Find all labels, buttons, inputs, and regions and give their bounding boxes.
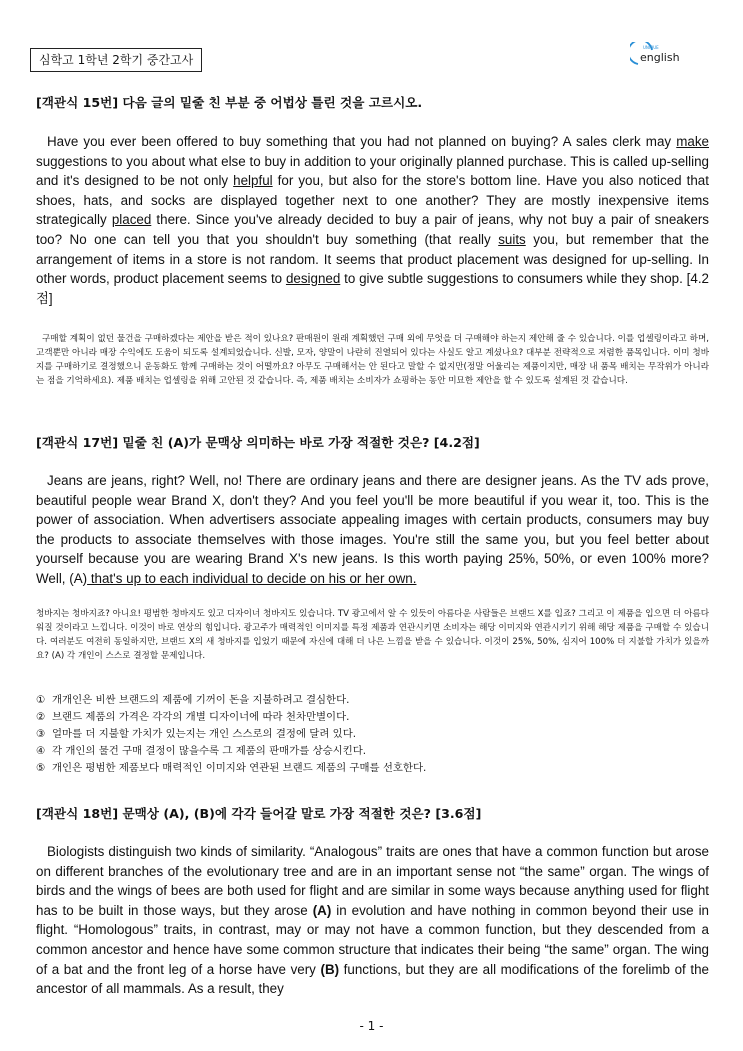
underline-helpful: helpful: [233, 173, 273, 189]
underline-suits: suits: [498, 231, 526, 247]
question-18-passage: Biologists distinguish two kinds of similarity. “Analogous” traits are ones that have a common function but arose on different branches of the evolutionary tree and are in an important sense not “the same” organ. The wings of birds and the wings of bees are both used for flight and are similar in some ways because anything used for flight has to be built in those ways, but they arose (A) in evolution and have nothing in common beyond their use in flight. “Homologous” traits, in contrast, may or may not have a common function, but they descended from a common ancestor and hence have some common structure that indicates their being “the same” organ. The wing of a bat and the front leg of a horse have very (B) functions, but they are all modifications of the forelimb of the ancestor of all mammals. As a result, they: [36, 844, 710, 997]
question-17-choices: [36, 692, 709, 777]
choice-2[interactable]: ② 브랜드 제품의 가격은 각각의 개별 디자이너에 따라 천차만별이다.: [36, 711, 350, 724]
underline-make: make: [676, 134, 709, 149]
question-15-title: [객관식 15번] 다음 글의 밑줄 친 부분 중 어법상 틀린 것을 고르시오.: [36, 95, 423, 110]
logo: [630, 42, 700, 72]
logo-small-text: UNIQUE: [643, 45, 659, 50]
question-17-translation: 청바지는 청바지죠? 아니요! 평범한 청바지도 있고 디자이너 청바지도 있습니다. TV 광고에서 알 수 있듯이 아름다운 사람들은 브랜드 X를 입죠? 그리고 이 제품을 입으면 더 아름다워질 것이라고 느낍니다. 이것이 바로 연상의 힘입니다. 광고주가 매력적인 이미지를 특정 제품과 연관시키면 소비자는 해당 이미지와 연관시키기 위해 해당 제품을 구매할 수 있습니다. 여러분도 여전히 동일하지만, 브랜드 X의 새 청바지를 입었기 때문에 자신에 대해 더 나은 느낌을 받을 수 있습니다. 이것이 25%, 50%, 심지어 100% 더 지불할 가치가 있을까요? (A) 각 개인이 스스로 결정할 문제입니다.: [36, 609, 709, 661]
page-number: - 1 -: [359, 1019, 384, 1033]
underline-placed: placed: [111, 212, 152, 228]
exam-label: 심학고 1학년 2학기 중간고사: [30, 48, 202, 72]
underline-a: that's up to each individual to decide on his or her own.: [87, 570, 417, 586]
question-15-translation: 구매할 계획이 없던 물건을 구매하겠다는 제안을 받은 적이 있나요? 판매원이 원래 계획했던 구매 외에 무엇을 더 구매해야 하는지 제안해 줄 수 있습니다. 이를 업셀링이라고 하며, 고객뿐만 아니라 매장 수익에도 도움이 되도록 설계되었습니다. 신발, 모자, 양말이 나란히 진열되어 있다는 사실도 알고 계셨나요? 대부분 전략적으로 저렴한 품목입니다. 이미 청바지를 구매하기로 결정했으니 운동화도 함께 구매하는 것이 어떨까요? 아무도 구매해서는 안 된다고 말할 수 없지만(정말 어울리는 제품이지만, 매장 내 품목 배치는 무작위가 아니라는 점을 기억하세요). 제품 배치는 업셀링을 위해 고안된 것 같습니다. 즉, 제품 배치는 소비자가 쇼핑하는 동안 미묘한 제안을 할 수 있도록 설계된 것 같습니다.: [36, 334, 709, 386]
choice-3[interactable]: ③ 얼마를 더 지불할 가치가 있는지는 개인 스스로의 결정에 달려 있다.: [36, 728, 357, 741]
question-15-passage: Have you ever been offered to buy something that you had not planned on buying? A sales clerk may make suggestions to you about what else to buy in addition to your originally planned purchase. This is called up-selling and it's designed to be not only helpful for you, but also for the store's bottom line. Have you also noticed that shoes, hats, and socks are displayed together next to one another? They are mostly inexpensive items strategically placed there. Since you've already decided to buy a pair of jeans, why not buy a pair of sneakers too? No one can tell you that you shouldn't buy something (that really suits you, but remember that the arrangement of items in a store is not random. It seems that product placement was designed for up-selling. In other words, product placement seems to designed to give subtle suggestions to consumers while they shop. [4.2점]: [36, 134, 710, 306]
choice-5[interactable]: ⑤ 개인은 평범한 제품보다 매력적인 이미지와 연관된 브랜드 제품의 구매를 선호한다.: [36, 762, 427, 775]
question-18-title: [객관식 18번] 문맥상 (A), (B)에 각각 들어갈 말로 가장 적절한 것은? [3.6점]: [36, 806, 482, 821]
blank-a: (A): [312, 902, 332, 918]
blank-b: (B): [320, 961, 340, 977]
choice-4[interactable]: ④ 각 개인의 물건 구매 결정이 많을수록 그 제품의 판매가를 상승시킨다.: [36, 745, 367, 758]
question-17-passage: Jeans are jeans, right? Well, no! There are ordinary jeans and there are designer jeans. As the TV ads prove, beautiful people wear Brand X, don't they? And you feel you'll be more beautiful if you wear it, too. This is the power of association. When advertisers associate appealing images with certain products, consumers may buy the products to associate themselves with those images. You're still the same you, but you feel better about yourself because you are wearing Brand X's new jeans. Is this worth paying 25%, 50%, or even 100% more? Well, (A) that's up to each individual to decide on his or her own.: [36, 473, 709, 586]
question-17-title: [객관식 17번] 밑줄 친 (A)가 문맥상 의미하는 바로 가장 적절한 것은? [4.2점]: [36, 435, 480, 450]
choice-1[interactable]: ① 개개인은 비싼 브랜드의 제품에 기꺼이 돈을 지불하려고 결심한다.: [36, 694, 350, 706]
underline-designed: designed: [285, 271, 341, 287]
logo-text: english: [640, 51, 680, 64]
